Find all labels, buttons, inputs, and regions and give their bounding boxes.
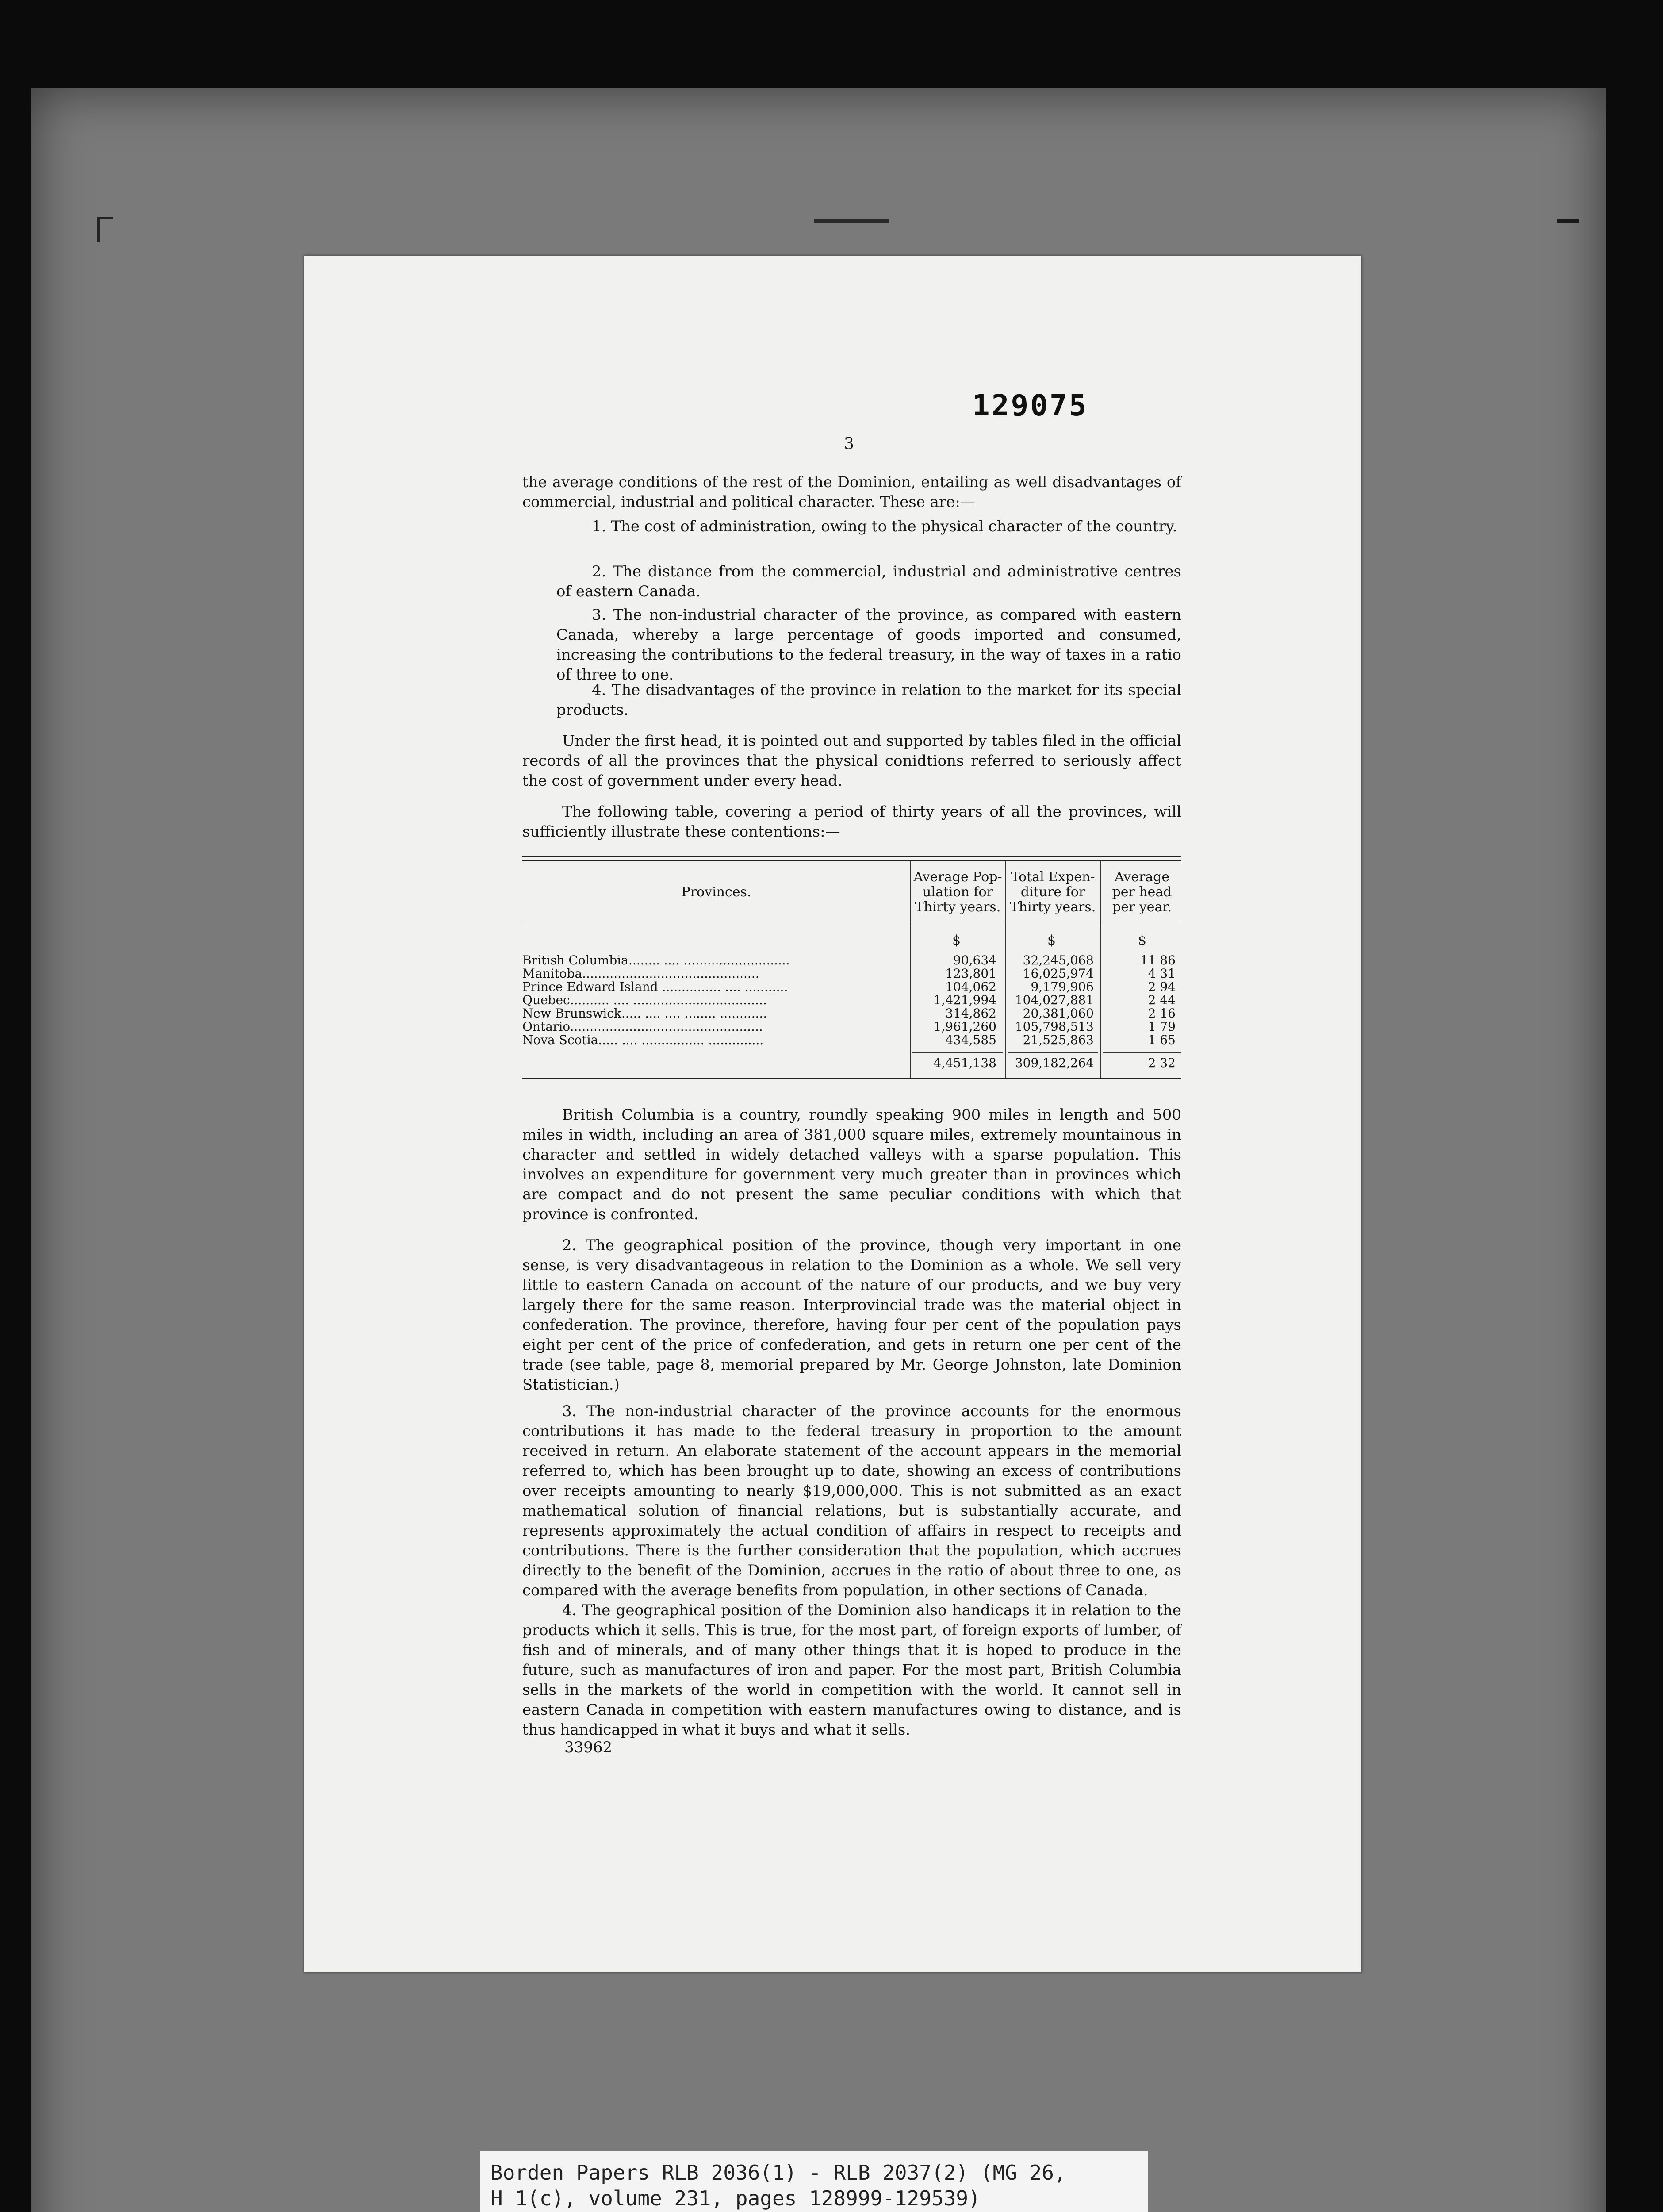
per-head-column bbox=[1103, 954, 1176, 1047]
column-separator bbox=[1005, 861, 1006, 1078]
total-rule bbox=[1008, 1052, 1098, 1053]
unit-dollar: $ bbox=[1138, 933, 1147, 948]
table-cell-expenditure: 20,381,060 bbox=[1023, 1006, 1094, 1021]
table-cell-population: 1,961,260 bbox=[933, 1019, 996, 1034]
total-rule bbox=[1103, 1052, 1181, 1053]
table-cell-expenditure: 21,525,863 bbox=[1023, 1033, 1094, 1047]
table-rule bbox=[522, 1078, 1181, 1079]
header-per-head: Average per head per year. bbox=[1112, 869, 1172, 915]
list-item: 3. The non-industrial character of the province, as compared with eastern Canada, whereby a large percentage of goods imported and consumed, increasing the contributions to the federal treasury, in the way of taxes in a ratio of three to one. bbox=[556, 606, 1181, 684]
intro-paragraph: the average conditions of the rest of the Dominion, entailing as well disadvantages of commercial, industrial and political character. These are:— bbox=[522, 473, 1181, 511]
unit-dollar: $ bbox=[952, 933, 961, 948]
table-cell-province: Manitoba............................................. bbox=[522, 966, 759, 981]
table-cell-province: Ontario................................................. bbox=[522, 1019, 763, 1034]
paragraph-british-columbia: British Columbia is a country, roundly speaking 900 miles in length and 500 miles in width, including an area of 381,000 square miles, extremely mountainous in character and settled in widely detached valleys with a sparse population. This involves an expenditure for government very much greater than in provinces which are compact and do not present the same peculiar conditions with which that province is confronted. bbox=[522, 1106, 1181, 1223]
table-cell-expenditure: 104,027,881 bbox=[1015, 993, 1094, 1007]
table-cell-expenditure: 9,179,906 bbox=[1031, 979, 1094, 994]
table-cell-per-head: 11 86 bbox=[1140, 953, 1176, 968]
total-expenditure: 309,182,264 bbox=[1015, 1056, 1094, 1070]
list-item: 4. The disadvantages of the province in relation to the market for its special products. bbox=[556, 681, 1181, 719]
table-cell-province: Prince Edward Island ............... .... ........... bbox=[522, 979, 788, 994]
province-column bbox=[522, 954, 903, 1047]
table-rule bbox=[522, 860, 1181, 861]
total-per-head: 2 32 bbox=[1148, 1056, 1176, 1070]
table-rule bbox=[522, 856, 1181, 857]
stamp-number: 129075 bbox=[972, 388, 1088, 422]
unit-dollar: $ bbox=[1047, 933, 1056, 948]
table-cell-per-head: 2 16 bbox=[1148, 1006, 1176, 1021]
citation-line: H 1(c), volume 231, pages 128999-129539) bbox=[490, 2186, 981, 2210]
table-cell-province: Quebec.......... .... .................................. bbox=[522, 993, 767, 1007]
corner-mark bbox=[97, 217, 113, 242]
table-cell-population: 123,801 bbox=[945, 966, 996, 981]
list-item: 2. The distance from the commercial, industrial and administrative centres of eastern Canada. bbox=[556, 563, 1181, 600]
frame-dash bbox=[814, 219, 889, 223]
paragraph-first-head: Under the first head, it is pointed out and supported by tables filed in the official records of all the provinces that the physical conidtions referred to seriously affect the cost of government under every head. bbox=[522, 732, 1181, 790]
table-cell-population: 90,634 bbox=[953, 953, 996, 968]
citation-label bbox=[480, 2151, 1148, 2212]
table-cell-population: 314,862 bbox=[945, 1006, 996, 1021]
table-cell-population: 434,585 bbox=[945, 1033, 996, 1047]
frame-tick bbox=[1557, 219, 1579, 223]
table-cell-expenditure: 32,245,068 bbox=[1023, 953, 1094, 968]
paragraph-2: 2. The geographical position of the province, though very important in one sense, is very disadvantageous in relation to the Dominion as a whole. We sell very little to eastern Canada on account of the nature of our products, and we buy very largely there for the same reason. Interprovincial trade was the material object in confederation. The province, therefore, having four per cent of the population pays eight per cent of the price of confederation, and gets in return one per cent of the trade (see table, page 8, memorial prepared by Mr. George Johnston, late Dominion Statistician.) bbox=[522, 1237, 1181, 1394]
document-page bbox=[304, 256, 1361, 1972]
table-cell-province: British Columbia........ .... ........................... bbox=[522, 953, 790, 968]
header-expenditure: Total Expen- diture for Thirty years. bbox=[1010, 869, 1096, 915]
population-column bbox=[912, 954, 996, 1047]
footer-code: 33962 bbox=[564, 1739, 613, 1756]
table-cell-expenditure: 105,798,513 bbox=[1015, 1019, 1094, 1034]
column-separator bbox=[910, 861, 911, 1078]
table-cell-expenditure: 16,025,974 bbox=[1023, 966, 1094, 981]
table-cell-per-head: 2 44 bbox=[1148, 993, 1176, 1007]
paragraph-following: The following table, covering a period of thirty years of all the provinces, will sufficiently illustrate these contentions:— bbox=[522, 803, 1181, 841]
table-cell-population: 104,062 bbox=[945, 979, 996, 994]
table-cell-province: New Brunswick..... .... .... ........ ............ bbox=[522, 1006, 767, 1021]
citation-line: Borden Papers RLB 2036(1) - RLB 2037(2) (MG 26, bbox=[490, 2161, 1066, 2185]
paragraph-3: 3. The non-industrial character of the province accounts for the enormous contributions it has made to the federal treasury in proportion to the amount received in return. An elaborate statement of the account appears in the memorial referred to, which has been brought up to date, showing an excess of contributions over receipts amounting to nearly $19,000,000. This is not submitted as an exact mathematical solution of financial relations, but is substantially accurate, and represents approximately the actual condition of affairs in respect to receipts and contributions. There is the further consideration that the population, which accrues directly to the benefit of the Dominion, accrues in the ratio of about three to one, as compared with the average benefits from population, in other sections of Canada. bbox=[522, 1402, 1181, 1599]
expenditure-column bbox=[1008, 954, 1094, 1047]
page-number: 3 bbox=[844, 435, 854, 453]
table-cell-per-head: 1 65 bbox=[1148, 1033, 1176, 1047]
table-cell-per-head: 1 79 bbox=[1148, 1019, 1176, 1034]
column-separator bbox=[1100, 861, 1101, 1078]
paragraph-4: 4. The geographical position of the Dominion also handicaps it in relation to the products which it sells. This is true, for the most part, of foreign exports of lumber, of fish and of minerals, and of many other things that it is hoped to produce in the future, such as manufactures of iron and paper. For the most part, British Columbia sells in the markets of the world in competition with the world. It cannot sell in eastern Canada in competition with eastern manufactures owing to distance, and is thus handicapped in what it buys and what it sells. bbox=[522, 1601, 1181, 1739]
total-rule bbox=[912, 1052, 1003, 1053]
table-cell-per-head: 4 31 bbox=[1148, 966, 1176, 981]
header-population: Average Pop- ulation for Thirty years. bbox=[913, 869, 1002, 915]
header-provinces: Provinces. bbox=[681, 884, 751, 900]
table-cell-per-head: 2 94 bbox=[1148, 979, 1176, 994]
table-cell-population: 1,421,994 bbox=[933, 993, 996, 1007]
table-cell-province: Nova Scotia..... .... ................ .............. bbox=[522, 1033, 764, 1047]
list-item: 1. The cost of administration, owing to the physical character of the country. bbox=[592, 518, 1177, 535]
total-population: 4,451,138 bbox=[933, 1056, 996, 1070]
